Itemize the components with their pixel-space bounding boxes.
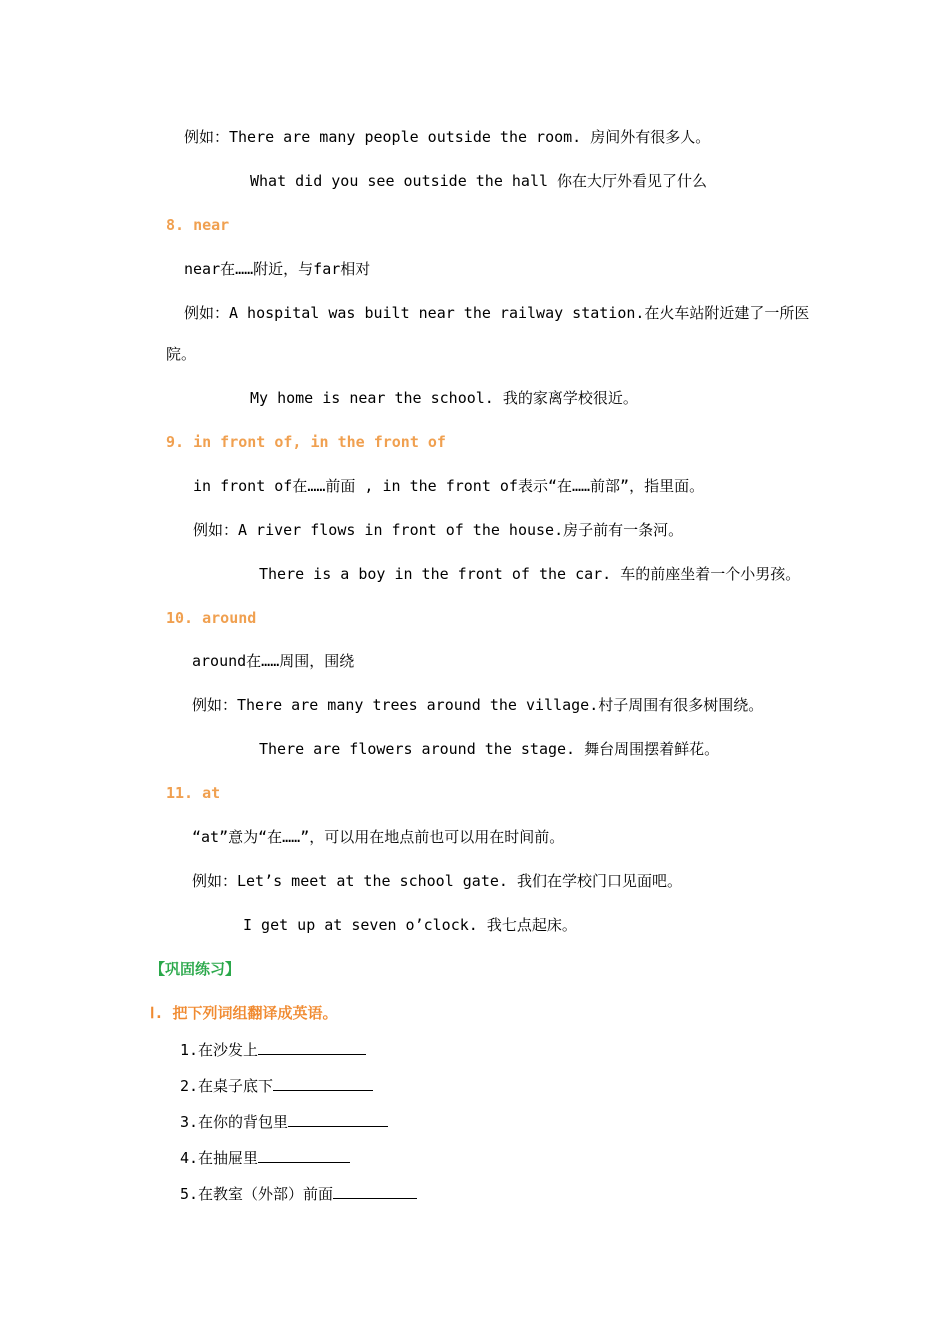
section-heading-at: 11. at	[166, 784, 221, 802]
answer-blank[interactable]	[258, 1039, 366, 1055]
outside-example-1: 例如：There are many people outside the room. 房间外有很多人。	[184, 128, 711, 146]
practice-item	[180, 1183, 417, 1204]
section-heading-in-front-of: 9. in front of, in the front of	[166, 433, 446, 451]
near-example-2: My home is near the school. 我的家离学校很近。	[250, 389, 638, 407]
practice-item-text: 1.在沙发上	[180, 1041, 259, 1059]
practice-item-text: 5.在教室（外部）前面	[180, 1185, 334, 1203]
practice-item	[180, 1147, 350, 1168]
around-description: around在……周围，围绕	[192, 652, 355, 670]
practice-item	[180, 1039, 366, 1060]
in-front-of-description: in front of在……前面 , in the front of表示“在……前部”，指里面。	[193, 477, 705, 495]
practice-item	[180, 1111, 388, 1132]
near-description: near在……附近，与far相对	[184, 260, 371, 278]
practice-item	[180, 1075, 373, 1096]
practice-item-text: 2.在桌子底下	[180, 1077, 274, 1095]
practice-item-text: 3.在你的背包里	[180, 1113, 289, 1131]
outside-example-2: What did you see outside the hall 你在大厅外看见了什么	[250, 172, 708, 190]
around-example-2: There are flowers around the stage. 舞台周围摆着鲜花。	[259, 740, 720, 758]
section-heading-around: 10. around	[166, 609, 257, 627]
near-example-1-continuation: 院。	[166, 345, 197, 363]
in-front-of-example-1: 例如：A river flows in front of the house.房子前有一条河。	[193, 521, 684, 539]
answer-blank[interactable]	[273, 1075, 373, 1091]
answer-blank[interactable]	[333, 1183, 417, 1199]
at-example-1: 例如：Let’s meet at the school gate. 我们在学校门口见面吧。	[192, 872, 682, 890]
at-example-2: I get up at seven o’clock. 我七点起床。	[243, 916, 577, 934]
section-heading-near: 8. near	[166, 216, 230, 234]
in-front-of-example-2: There is a boy in the front of the car. 车的前座坐着一个小男孩。	[259, 565, 801, 583]
around-example-1: 例如：There are many trees around the village.村子周围有很多树围绕。	[192, 696, 764, 714]
practice-title: 【巩固练习】	[150, 960, 241, 978]
at-description: “at”意为“在……”，可以用在地点前也可以用在时间前。	[192, 828, 565, 846]
near-example-1: 例如：A hospital was built near the railway station.在火车站附近建了一所医	[184, 304, 810, 322]
answer-blank[interactable]	[288, 1111, 388, 1127]
practice-task-title: Ⅰ. 把下列词组翻译成英语。	[150, 1004, 338, 1022]
answer-blank[interactable]	[258, 1147, 350, 1163]
practice-item-text: 4.在抽屉里	[180, 1149, 259, 1167]
